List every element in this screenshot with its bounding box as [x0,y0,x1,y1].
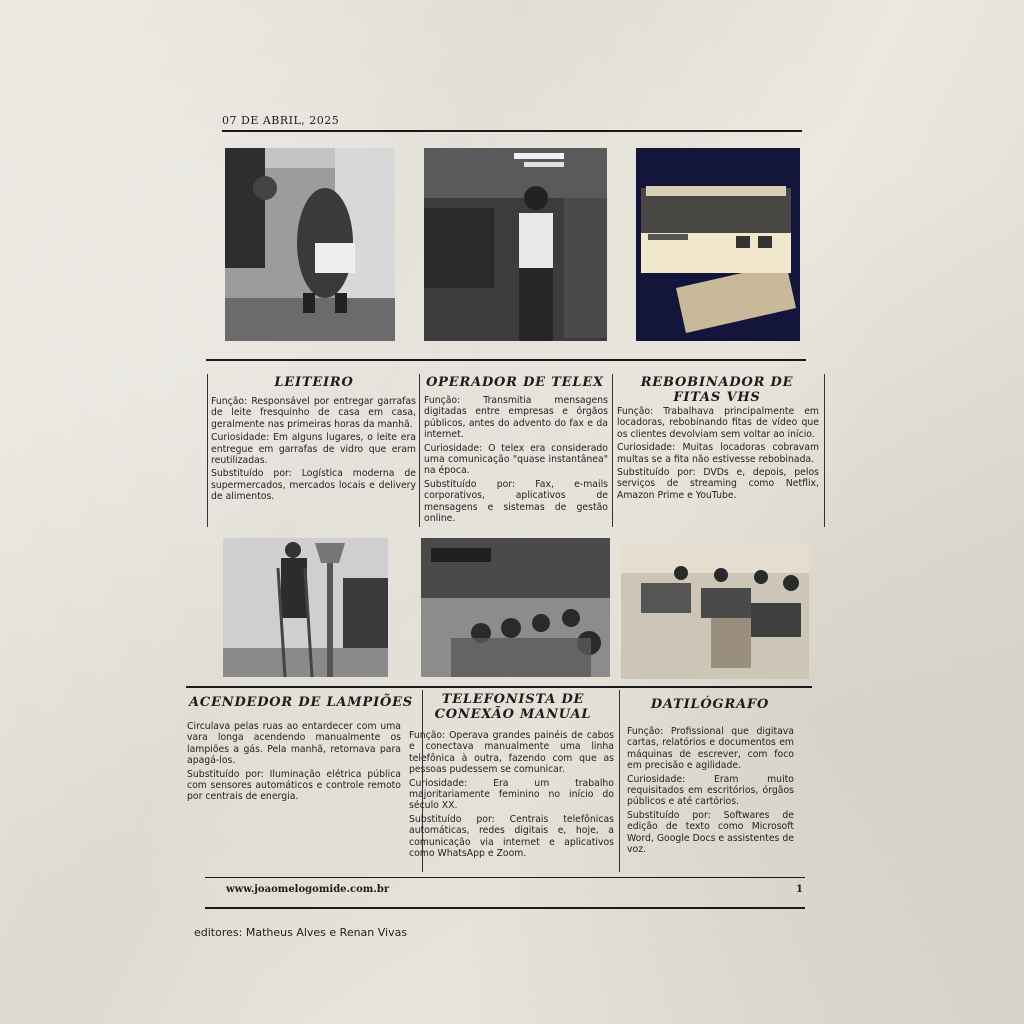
article-curiosity: Curiosidade: Era um trabalho majoritariamente feminino no início do século XX. [409,777,614,812]
article-body-lamplighter [187,721,401,805]
column-divider [419,374,420,527]
header-rule [222,130,802,132]
website-link[interactable]: www.joaomelogomide.com.br [226,884,390,895]
article-function: Função: Profissional que digitava cartas, relatórios e documentos em máquinas de escrever, com foco em precisão e agilidade. [627,726,794,772]
article-title-telephonist: TELEFONISTA DE CONEXÃO MANUAL [434,692,592,722]
article-curiosity: Curiosidade: Em alguns lugares, o leite era entregue em garrafas de vidro que eram reutilizadas. [211,432,416,467]
article-replaced-by: Substituído por: Fax, e-mails corporativos, aplicativos de mensagens e sistemas de gestão online. [424,478,608,525]
article-replaced-by: Substituído por: Logística moderna de supermercados, mercados locais e delivery de alimentos. [211,468,416,503]
switchboard-operators-photo [421,538,610,677]
article-function: Função: Transmitia mensagens digitadas entre empresas e órgãos públicos, antes do advento do fax e da internet. [424,395,608,441]
lamplighter-photo [223,538,388,677]
article-body-telephonist [409,730,614,861]
row2-rule [186,686,812,688]
article-description: Circulava pelas ruas ao entardecer com uma vara longa acendendo manualmente os lampiões a gás. Pela manhã, retornava para apagá-los. [187,721,401,767]
article-title-vhs: REBOBINADOR DE FITAS VHS [640,375,794,405]
article-function: Função: Trabalhava principalmente em locadoras, rebobinando fitas de vídeo que os clientes devolviam sem voltar ao início. [617,406,819,440]
footer-bottom-rule [205,907,805,909]
editors-credit: editores: Matheus Alves e Renan Vivas [194,926,408,939]
article-replaced-by: Substituído por: Centrais telefônicas automáticas, redes digitais e, hoje, a comunicação via internet e aplicativos como WhatsApp e Zoom. [409,813,614,860]
milkman-photo [225,148,395,341]
issue-date: 07 DE ABRIL, 2025 [222,114,340,127]
row1-rule [206,359,806,361]
article-title-typist: DATILÓGRAFO [650,697,770,712]
article-body-vhs [617,406,819,503]
article-function: Função: Operava grandes painéis de cabos e conectava manualmente uma linha telefônica à outra, fazendo com que as pessoas pudessem se comunicar. [409,730,614,776]
article-curiosity: Curiosidade: Eram muito requisitados em escritórios, órgãos públicos e até cartórios. [627,773,794,808]
article-title-leiteiro: LEITEIRO [274,375,354,390]
vhs-rewinder-photo [636,148,800,341]
article-curiosity: Curiosidade: O telex era considerado uma comunicação "quase instantânea" na época. [424,442,608,477]
article-body-typist [627,726,794,857]
article-replaced-by: Substituído por: Softwares de edição de texto como Microsoft Word, Google Docs e assistentes de voz. [627,809,794,856]
article-title-telex: OPERADOR DE TELEX [426,375,604,390]
column-divider [619,690,620,872]
article-body-leiteiro [211,396,416,505]
footer-top-rule [205,877,805,878]
column-divider [207,374,208,527]
article-replaced-by: Substituído por: Iluminação elétrica pública com sensores automáticos e controle remoto por centrais de energia. [187,768,401,803]
column-divider [612,374,613,527]
article-title-lamplighter: ACENDEDOR DE LAMPIÕES [189,695,413,710]
article-body-telex [424,395,608,526]
page-number: 1 [796,884,803,895]
typists-photo [621,543,809,679]
column-divider [824,374,825,527]
article-replaced-by: Substituído por: DVDs e, depois, pelos serviços de streaming como Netflix, Amazon Prime e YouTube. [617,467,819,501]
article-function: Função: Responsável por entregar garrafas de leite fresquinho de casa em casa, geralmente nas primeiras horas da manhã. [211,396,416,430]
article-curiosity: Curiosidade: Muitas locadoras cobravam multas se a fita não estivesse rebobinada. [617,442,819,465]
telex-operator-photo [424,148,607,341]
